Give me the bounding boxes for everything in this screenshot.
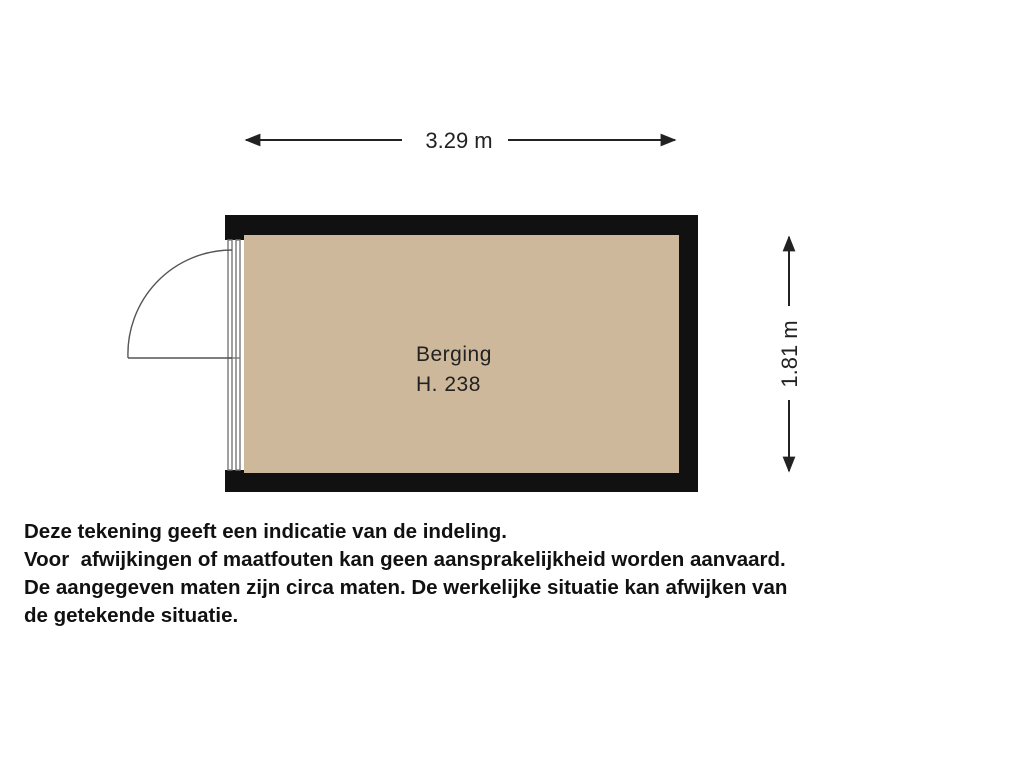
height-dimension-label: 1.81 m bbox=[777, 320, 802, 388]
disclaimer bbox=[24, 518, 1014, 630]
door-swing-arc bbox=[128, 250, 232, 358]
door bbox=[128, 240, 240, 470]
disclaimer-line: Deze tekening geeft een indicatie van de indeling. bbox=[24, 520, 508, 543]
disclaimer-line: de getekende situatie. bbox=[24, 604, 239, 627]
width-dimension-label: 3.29 m bbox=[425, 128, 493, 153]
disclaimer-line: De aangegeven maten zijn circa maten. De werkelijke situatie kan afwijken van bbox=[24, 576, 788, 599]
disclaimer-line: Voor afwijkingen of maatfouten kan geen aansprakelijkheid worden aanvaard. bbox=[24, 548, 786, 571]
width-dimension bbox=[246, 128, 675, 153]
room-height-label: H. 238 bbox=[416, 373, 481, 396]
room-name: Berging bbox=[416, 343, 492, 366]
height-dimension bbox=[777, 237, 802, 471]
